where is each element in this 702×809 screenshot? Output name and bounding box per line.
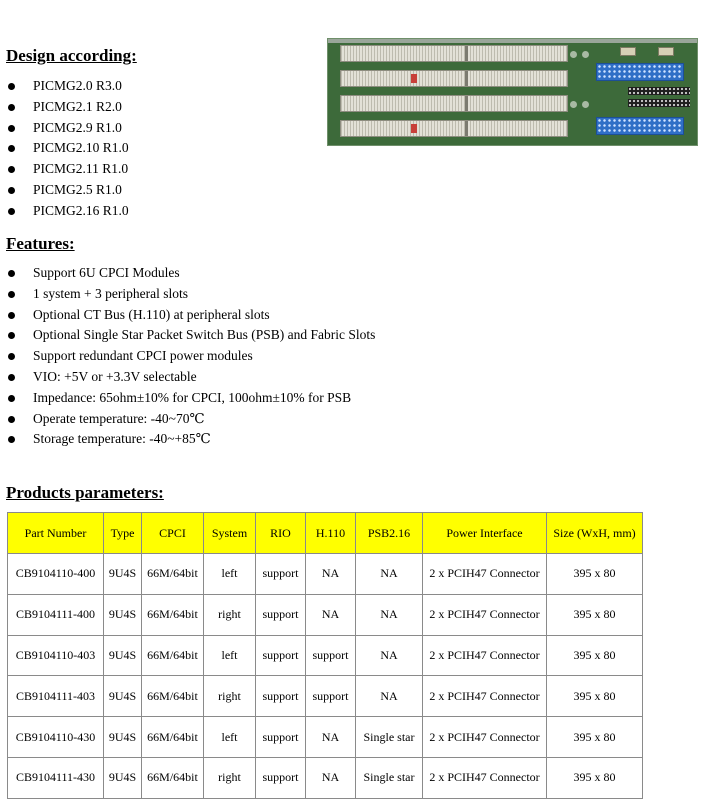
- list-item: PICMG2.9 R1.0: [0, 118, 129, 139]
- bullet-icon: [8, 166, 15, 173]
- table-cell: 9U4S: [104, 554, 142, 595]
- table-cell: NA: [356, 635, 423, 676]
- table-cell: CB9104111-403: [8, 676, 104, 717]
- slot-connector: [340, 70, 568, 87]
- design-heading: Design according:: [6, 46, 137, 65]
- table-header-row: [8, 513, 643, 554]
- list-item: PICMG2.11 R1.0: [0, 159, 129, 180]
- table-cell: 395 x 80: [547, 594, 643, 635]
- table-cell: NA: [306, 594, 356, 635]
- table-cell: 66M/64bit: [142, 676, 204, 717]
- list-item: PICMG2.10 R1.0: [0, 138, 129, 159]
- column-header: RIO: [256, 513, 306, 554]
- table-cell: right: [204, 676, 256, 717]
- column-header: System: [204, 513, 256, 554]
- table-cell: 395 x 80: [547, 676, 643, 717]
- table-cell: support: [256, 757, 306, 798]
- bullet-icon: [8, 374, 15, 381]
- column-header: Part Number: [8, 513, 104, 554]
- table-row: [8, 594, 643, 635]
- bullet-icon: [8, 208, 15, 215]
- table-cell: 2 x PCIH47 Connector: [423, 594, 547, 635]
- table-cell: NA: [356, 676, 423, 717]
- table-cell: left: [204, 554, 256, 595]
- features-list: [0, 263, 375, 450]
- table-cell: NA: [306, 554, 356, 595]
- features-heading: Features:: [6, 234, 75, 253]
- list-item: Support redundant CPCI power modules: [0, 346, 375, 367]
- list-item: Optional Single Star Packet Switch Bus (PSB) and Fabric Slots: [0, 325, 375, 346]
- table-cell: 9U4S: [104, 717, 142, 758]
- table-cell: CB9104110-430: [8, 717, 104, 758]
- table-cell: left: [204, 717, 256, 758]
- fuse-chip: [620, 47, 636, 56]
- table-cell: 66M/64bit: [142, 554, 204, 595]
- table-cell: 66M/64bit: [142, 717, 204, 758]
- table-row: [8, 757, 643, 798]
- column-header: Type: [104, 513, 142, 554]
- table-row: [8, 676, 643, 717]
- slot-connector: [340, 120, 568, 137]
- products-heading: Products parameters:: [6, 483, 164, 502]
- table-cell: NA: [306, 757, 356, 798]
- table-cell: 9U4S: [104, 757, 142, 798]
- list-item: 1 system + 3 peripheral slots: [0, 284, 375, 305]
- slot-connector: [340, 45, 568, 62]
- table-cell: support: [256, 717, 306, 758]
- table-cell: Single star: [356, 717, 423, 758]
- table-row: [8, 717, 643, 758]
- bullet-icon: [8, 83, 15, 90]
- table-cell: 2 x PCIH47 Connector: [423, 757, 547, 798]
- table-cell: 9U4S: [104, 594, 142, 635]
- bullet-icon: [8, 145, 15, 152]
- table-cell: NA: [356, 554, 423, 595]
- fuse-chip: [658, 47, 674, 56]
- table-cell: support: [256, 554, 306, 595]
- table-cell: 395 x 80: [547, 757, 643, 798]
- power-connector: [596, 117, 684, 135]
- table-cell: right: [204, 594, 256, 635]
- table-cell: 9U4S: [104, 635, 142, 676]
- list-item: PICMG2.1 R2.0: [0, 97, 129, 118]
- table-cell: CB9104110-400: [8, 554, 104, 595]
- table-cell: NA: [306, 717, 356, 758]
- table-row: [8, 554, 643, 595]
- table-cell: NA: [356, 594, 423, 635]
- column-header: H.110: [306, 513, 356, 554]
- table-cell: 395 x 80: [547, 635, 643, 676]
- table-cell: support: [256, 635, 306, 676]
- list-item: Support 6U CPCI Modules: [0, 263, 375, 284]
- bullet-icon: [8, 125, 15, 132]
- column-header: Size (WxH, mm): [547, 513, 643, 554]
- table-cell: 66M/64bit: [142, 594, 204, 635]
- products-table: [7, 512, 643, 799]
- table-cell: support: [306, 635, 356, 676]
- column-header: PSB2.16: [356, 513, 423, 554]
- table-cell: left: [204, 635, 256, 676]
- table-cell: 2 x PCIH47 Connector: [423, 554, 547, 595]
- design-list: [0, 76, 129, 222]
- table-cell: 66M/64bit: [142, 635, 204, 676]
- table-cell: 2 x PCIH47 Connector: [423, 676, 547, 717]
- table-cell: 395 x 80: [547, 554, 643, 595]
- backplane-image: [327, 38, 698, 146]
- list-item: PICMG2.16 R1.0: [0, 201, 129, 222]
- column-header: Power Interface: [423, 513, 547, 554]
- bullet-icon: [8, 312, 15, 319]
- bullet-icon: [8, 187, 15, 194]
- list-item: Optional CT Bus (H.110) at peripheral slots: [0, 305, 375, 326]
- power-connector: [596, 63, 684, 81]
- table-cell: 9U4S: [104, 676, 142, 717]
- bullet-icon: [8, 395, 15, 402]
- table-cell: support: [256, 676, 306, 717]
- pin-header: [628, 99, 690, 107]
- bullet-icon: [8, 436, 15, 443]
- list-item: Impedance: 65ohm±10% for CPCI, 100ohm±10% for PSB: [0, 388, 375, 409]
- list-item: PICMG2.0 R3.0: [0, 76, 129, 97]
- bullet-icon: [8, 291, 15, 298]
- list-item: PICMG2.5 R1.0: [0, 180, 129, 201]
- table-cell: CB9104111-430: [8, 757, 104, 798]
- bullet-icon: [8, 332, 15, 339]
- bullet-icon: [8, 270, 15, 277]
- list-item: Storage temperature: -40~+85℃: [0, 429, 375, 450]
- table-cell: 2 x PCIH47 Connector: [423, 717, 547, 758]
- pin-header: [628, 87, 690, 95]
- bullet-icon: [8, 353, 15, 360]
- table-cell: support: [256, 594, 306, 635]
- table-cell: 2 x PCIH47 Connector: [423, 635, 547, 676]
- table-cell: Single star: [356, 757, 423, 798]
- table-cell: support: [306, 676, 356, 717]
- table-cell: 66M/64bit: [142, 757, 204, 798]
- bullet-icon: [8, 104, 15, 111]
- table-cell: right: [204, 757, 256, 798]
- column-header: CPCI: [142, 513, 204, 554]
- slot-connector: [340, 95, 568, 112]
- table-cell: 395 x 80: [547, 717, 643, 758]
- table-cell: CB9104110-403: [8, 635, 104, 676]
- bullet-icon: [8, 416, 15, 423]
- table-cell: CB9104111-400: [8, 594, 104, 635]
- list-item: Operate temperature: -40~70℃: [0, 409, 375, 430]
- list-item: VIO: +5V or +3.3V selectable: [0, 367, 375, 388]
- table-row: [8, 635, 643, 676]
